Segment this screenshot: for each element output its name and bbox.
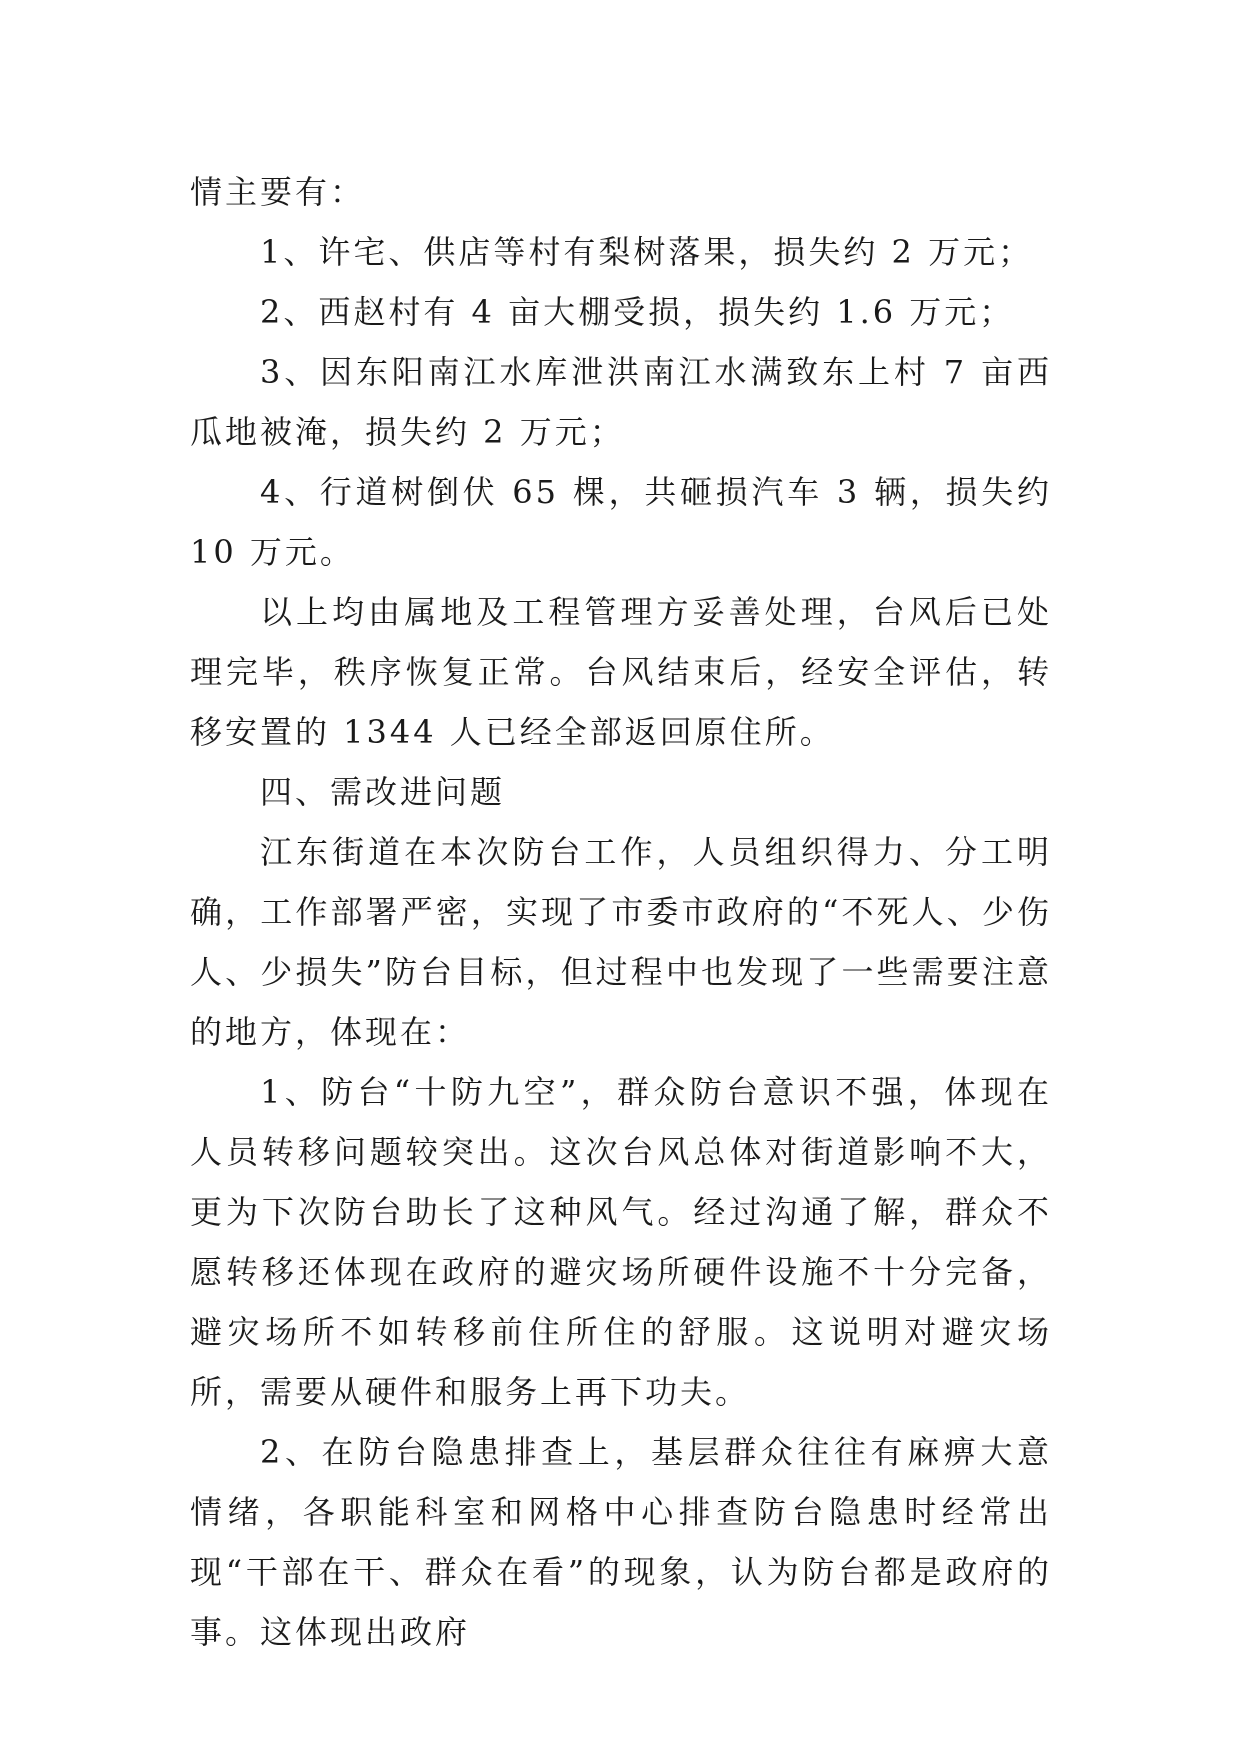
- paragraph-6: 以上均由属地及工程管理方妥善处理，台风后已处理完毕，秩序恢复正常。台风结束后，经安全评估，转移安置的 1344 人已经全部返回原住所。: [190, 593, 1052, 751]
- paragraph-10: 2、在防台隐患排查上，基层群众往往有麻痹大意情绪，各职能科室和网格中心排查防台隐患时经常出现“干部在干、群众在看”的现象，认为防台都是政府的事。这体现出政府: [190, 1433, 1052, 1651]
- paragraph-5: 4、行道树倒伏 65 棵，共砸损汽车 3 辆，损失约 10 万元。: [190, 473, 1052, 571]
- paragraph-9: 1、防台“十防九空”，群众防台意识不强，体现在人员转移问题较突出。这次台风总体对街道影响不大，更为下次防台助长了这种风气。经过沟通了解，群众不愿转移还体现在政府的避灾场所硬件设施不十分完备，避灾场所不如转移前住所住的舒服。这说明对避灾场所，需要从硬件和服务上再下功夫。: [190, 1073, 1052, 1411]
- paragraph-2: 1、许宅、供店等村有梨树落果，损失约 2 万元；: [260, 233, 1034, 271]
- document-body: [190, 162, 1052, 1662]
- paragraph-3: 2、西赵村有 4 亩大棚受损，损失约 1.6 万元；: [260, 293, 1015, 331]
- paragraph-1: 情主要有：: [190, 173, 366, 211]
- section-heading: 四、需改进问题: [260, 773, 506, 811]
- paragraph-4: 3、因东阳南江水库泄洪南江水满致东上村 7 亩西瓜地被淹，损失约 2 万元；: [190, 353, 1052, 451]
- paragraph-8: 江东街道在本次防台工作，人员组织得力、分工明确，工作部署严密，实现了市委市政府的“不死人、少伤人、少损失”防台目标，但过程中也发现了一些需要注意的地方，体现在：: [190, 833, 1052, 1051]
